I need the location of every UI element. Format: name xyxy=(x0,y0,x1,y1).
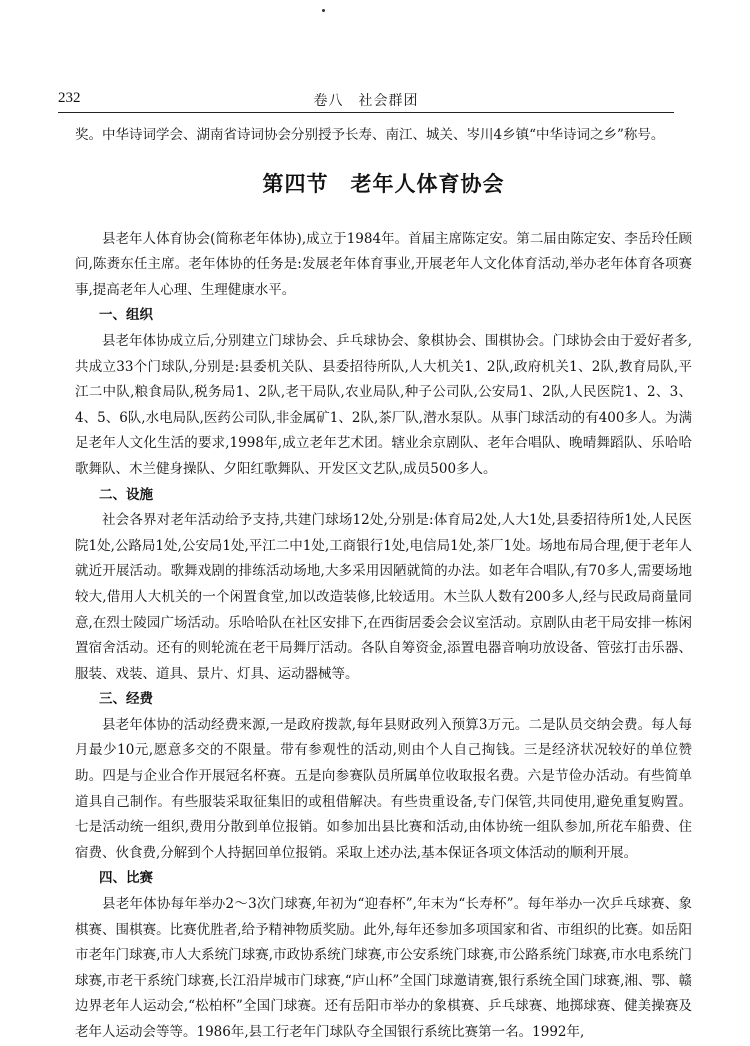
running-title: 卷八 社会群团 xyxy=(313,93,419,109)
subsection-heading-organization: 一、组织 xyxy=(99,307,153,324)
section-title: 第四节 老年人体育协会 xyxy=(262,171,505,196)
carryover-paragraph: 奖。中华诗词学会、湖南省诗词协会分别授予长寿、南江、城关、岑川4乡镇“中华诗词之乡”称号。 xyxy=(75,127,665,143)
competitions-paragraph: 县老年体协每年举办2～3次门球赛,年初为“迎春杯”,年末为“长寿杯”。每年举办一次乒乓球赛、象棋赛、围棋赛。比赛优胜者,给予精神物质奖励。此外,每年还参加多项国家和省、市组织的比赛。如岳阳市老年门球赛,市人大系统门球赛,市政协系统门球赛,市公安系统门球赛,市公路系统门球赛,市水电系统门球赛,市老干系统门球赛,长江沿岸城市门球赛,“庐山杯”全国门球邀请赛,银行系统全国门球赛,湘、鄂、赣边界老年人运动会,“松柏杯”全国门球赛。还有岳阳市举办的象棋赛、乒乓球赛、地掷球赛、健美操赛及老年人运动会等等。1986年,县工行老年门球队夺全国银行系统比赛第一名。1992年, xyxy=(75,896,692,1040)
organization-paragraph: 县老年体协成立后,分别建立门球协会、乒乓球协会、象棋协会、围棋协会。门球协会由于爱好者多,共成立33个门球队,分别是:县委机关队、县委招待所队,人大机关1、2队,政府机关1、2队,教育局队,平江二中队,粮食局队,税务局1、2队,老干局队,农业局队,种子公司队,公安局1、2队,人民医院1、2、3、4、5、6队,水电局队,医药公司队,非金属矿1、2队,茶厂队,潜水泵队。从事门球活动的有400多人。为满足老年人文化生活的要求,1998年,成立老年艺术团。辖业余京剧队、老年合唱队、晚晴舞蹈队、乐哈哈歌舞队、木兰健身操队、夕阳红歌舞队、开发区文艺队,成员500多人。 xyxy=(75,332,692,477)
subsection-heading-facilities: 二、设施 xyxy=(99,486,153,503)
page-header xyxy=(58,90,674,113)
page-number: 232 xyxy=(58,90,81,106)
page-body xyxy=(75,123,692,1046)
intro-paragraph: 县老年人体育协会(简称老年体协),成立于1984年。首届主席陈定安。第二届由陈定安、李岳玲任顾问,陈赉东任主席。老年体协的任务是:发展老年体育事业,开展老年人文化体育活动,举办老年体育各项赛事,提高老年人心理、生理健康水平。 xyxy=(75,230,692,298)
scan-speck xyxy=(322,9,325,12)
subsection-heading-competitions: 四、比赛 xyxy=(99,870,153,887)
funding-paragraph: 县老年体协的活动经费来源,一是政府拨款,每年县财政列入预算3万元。二是队员交纳会费。每人每月最少10元,愿意多交的不限量。带有参观性的活动,则由个人自己掏钱。三是经济状况较好的单位赞助。四是与企业合作开展冠名杯赛。五是向参赛队员所属单位收取报名费。六是节俭办活动。有些简单道具自己制作。有些服装采取征集旧的或租借解决。有些贵重设备,专门保管,共同使用,避免重复购置。七是活动统一组织,费用分散到单位报销。如参加出县比赛和活动,由体协统一组队参加,所花车船费、住宿费、伙食费,分解到个人持据回单位报销。采取上述办法,基本保证各项文体活动的顺利开展。 xyxy=(75,716,692,861)
facilities-paragraph: 社会各界对老年活动给予支持,共建门球场12处,分别是:体育局2处,人大1处,县委招待所1处,人民医院1处,公路局1处,公安局1处,平江二中1处,工商银行1处,电信局1处,茶厂1处。场地布局合理,便于老年人就近开展活动。歌舞戏剧的排练活动场地,大多采用因陋就简的办法。如老年合唱队,有70多人,需要场地较大,借用人大机关的一个闲置食堂,加以改造装修,比较适用。木兰队人数有200多人,经与民政局商量同意,在烈士陵园广场活动。乐哈哈队在社区安排下,在西街居委会会议室活动。京剧队由老干局安排一栋闲置宿舍活动。还有的则轮流在老干局舞厅活动。各队自筹资金,添置电器音响功放设备、管弦打击乐器、服装、戏装、道具、景片、灯具、运动器械等。 xyxy=(75,512,692,682)
subsection-heading-funding: 三、经费 xyxy=(99,691,153,708)
